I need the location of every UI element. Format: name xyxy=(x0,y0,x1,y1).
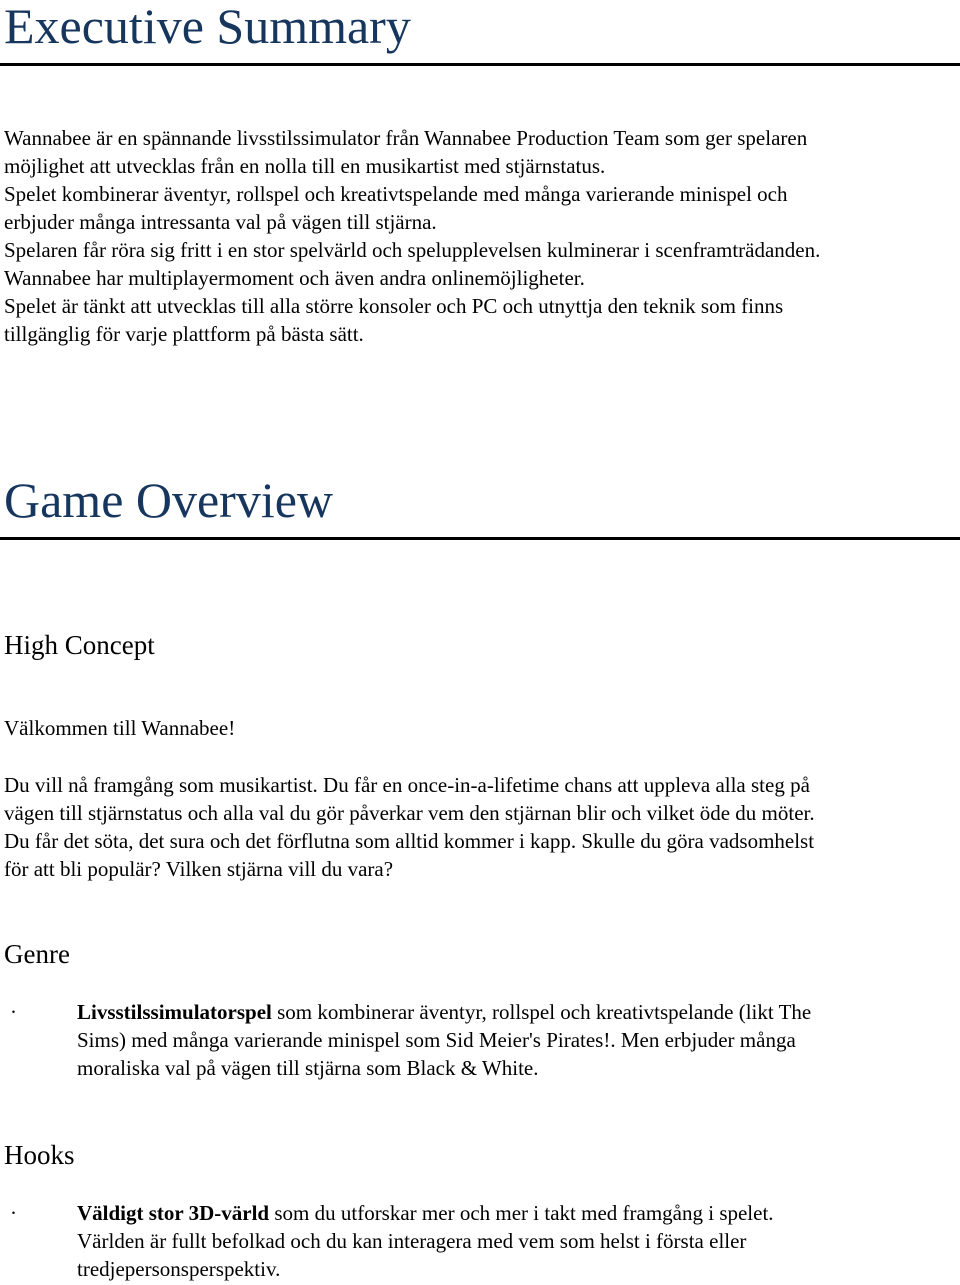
text-line: Spelet kombinerar äventyr, rollspel och kreativtspelande med många varierande minispel och xyxy=(4,182,788,206)
bold-term: Väldigt stor 3D-värld xyxy=(77,1201,270,1225)
game-overview-title: Game Overview xyxy=(4,472,334,528)
executive-summary-title: Executive Summary xyxy=(4,0,411,54)
genre-heading: Genre xyxy=(4,939,70,969)
bold-term: Livsstilssimulatorspel xyxy=(77,1000,272,1024)
text-span: som kombinerar äventyr, rollspel och kreativtspelande (likt The xyxy=(271,1000,812,1024)
text-line: Spelaren får röra sig fritt i en stor spelvärld och spelupplevelsen kulminerar i scenframträdanden. xyxy=(4,238,821,262)
welcome-text xyxy=(4,714,956,742)
bullet-marker: · xyxy=(10,1201,17,1225)
executive-summary-text xyxy=(4,124,956,348)
text-line: tredjepersonsperspektiv. xyxy=(77,1257,281,1281)
high-concept-heading: High Concept xyxy=(4,630,155,660)
text-line: Wannabee är en spännande livsstilssimulator från Wannabee Production Team som ger spelaren xyxy=(4,126,808,150)
text-line: för att bli populär? Vilken stjärna vill du vara? xyxy=(4,857,394,881)
text-line: Världen är fullt befolkad och du kan interagera med vem som helst i första eller xyxy=(77,1229,747,1253)
text-line: Du får det söta, det sura och det förflutna som alltid kommer i kapp. Skulle du göra vadsomhelst xyxy=(4,829,815,853)
text-line: Välkommen till Wannabee! xyxy=(4,716,236,740)
text-line xyxy=(77,998,957,1026)
text-line: möjlighet att utvecklas från en nolla till en musikartist med stjärnstatus. xyxy=(4,154,606,178)
hooks-heading: Hooks xyxy=(4,1140,75,1170)
text-line: Wannabee har multiplayermoment och även andra onlinemöjligheter. xyxy=(4,266,585,290)
text-line: erbjuder många intressanta val på vägen till stjärna. xyxy=(4,210,437,234)
bullet-text xyxy=(77,1199,957,1283)
text-line: tillgänglig för varje plattform på bästa sätt. xyxy=(4,322,364,346)
high-concept-text xyxy=(4,771,956,883)
text-line: Du vill nå framgång som musikartist. Du får en once-in-a-lifetime chans att uppleva alla steg på xyxy=(4,773,810,797)
text-span: som du utforskar mer och mer i takt med framgång i spelet. xyxy=(269,1201,774,1225)
title-rule xyxy=(0,537,960,540)
text-line: moraliska val på vägen till stjärna som Black & White. xyxy=(77,1056,539,1080)
title-rule xyxy=(0,63,960,66)
text-line: Sims) med många varierande minispel som Sid Meier's Pirates!. Men erbjuder många xyxy=(77,1028,796,1052)
bullet-text xyxy=(77,998,957,1082)
text-line: Spelet är tänkt att utvecklas till alla större konsoler och PC och utnyttja den teknik som finns xyxy=(4,294,784,318)
text-line: vägen till stjärnstatus och alla val du gör påverkar vem den stjärnan blir och vilket öde du möter. xyxy=(4,801,815,825)
text-line xyxy=(77,1199,957,1227)
bullet-marker: · xyxy=(10,1000,17,1024)
